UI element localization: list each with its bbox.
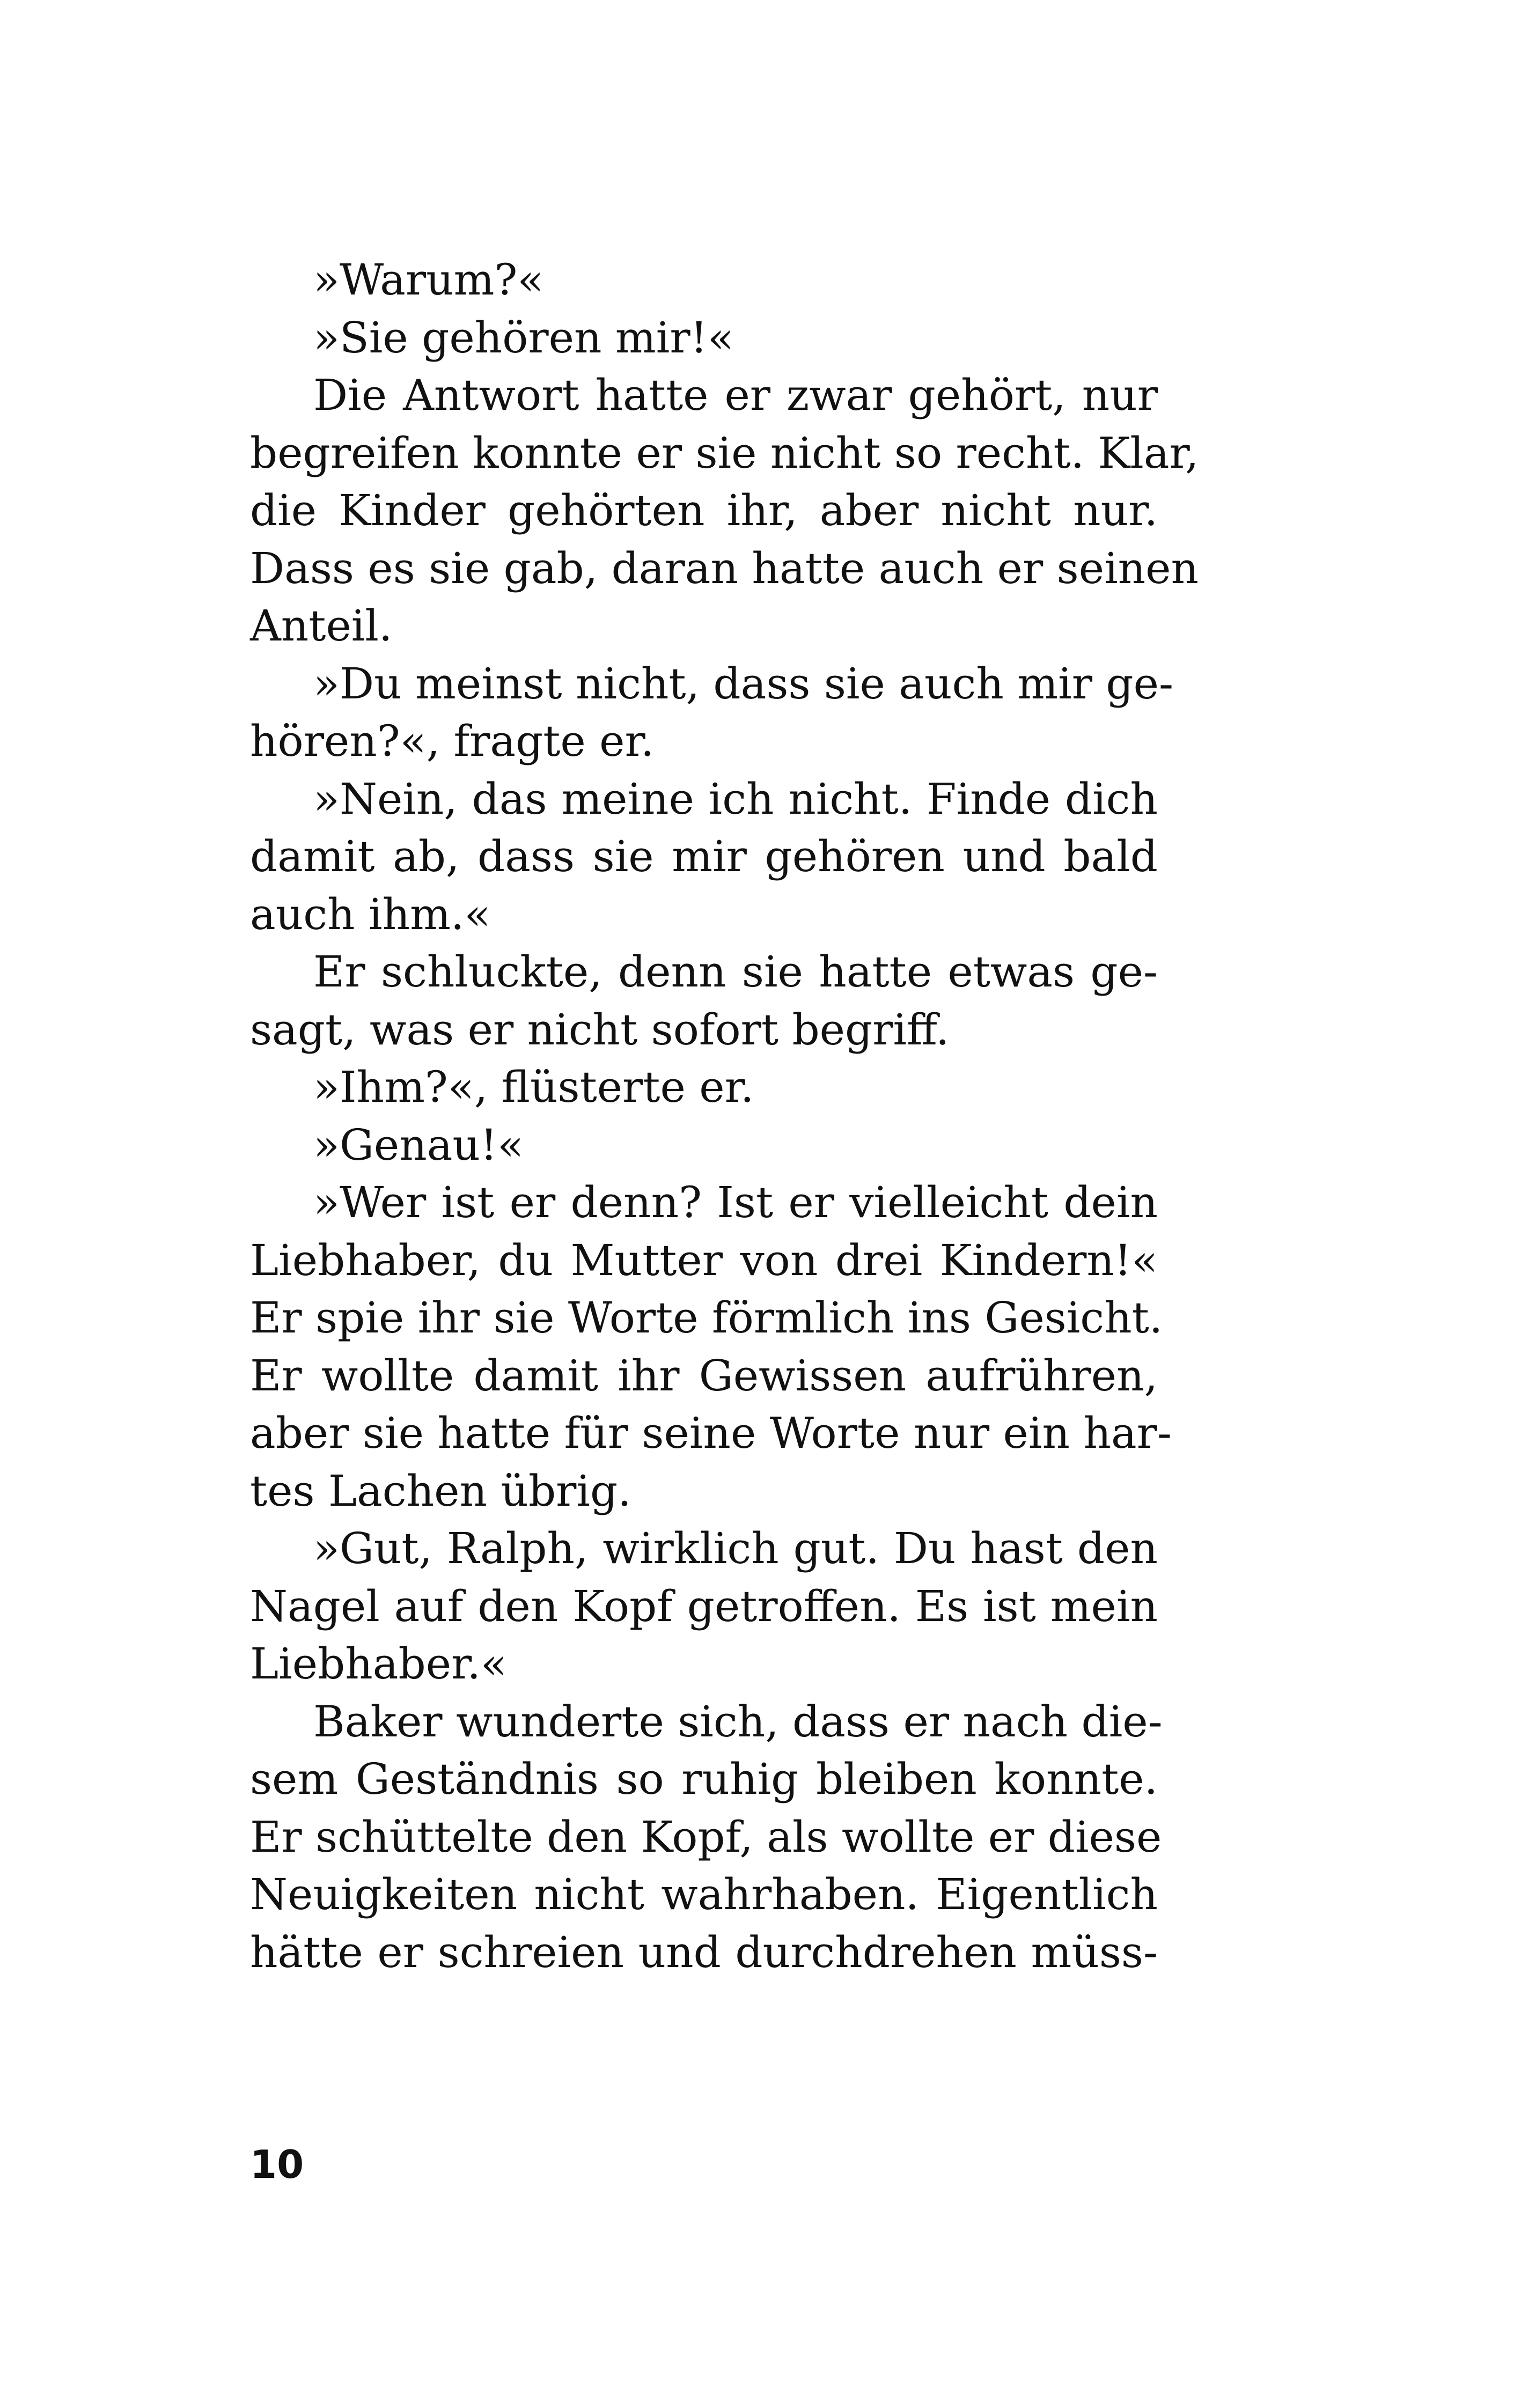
text-line: Er schüttelte den Kopf, als wollte er diese [250,1811,1162,1862]
text-line: begreifen konnte er sie nicht so recht. Klar, [250,428,1199,478]
text-line: »Genau!« [313,1120,524,1170]
text-line: Anteil. [250,601,393,651]
text-line: Die Antwort hatte er zwar gehört, nur [313,370,1158,420]
text-line: »Wer ist er denn? Ist er vielleicht dein [313,1177,1158,1227]
text-line: damit ab, dass sie mir gehören und bald [250,831,1158,881]
text-line: Neuigkeiten nicht wahrhaben. Eigentlich [250,1869,1158,1919]
text-line: Er spie ihr sie Worte förmlich ins Gesicht. [250,1293,1163,1343]
text-line: sagt, was er nicht sofort begriff. [250,1004,950,1055]
text-line: Er schluckte, denn sie hatte etwas ge- [313,947,1158,997]
text-line: auch ihm.« [250,889,491,939]
text-line: »Gut, Ralph, wirklich gut. Du hast den [313,1523,1158,1573]
text-line: Liebhaber.« [250,1639,507,1689]
text-line: Liebhaber, du Mutter von drei Kindern!« [250,1235,1158,1285]
text-line: Er wollte damit ihr Gewissen aufrühren, [250,1350,1158,1401]
text-line: tes Lachen übrig. [250,1466,631,1516]
text-line: hören?«, fragte er. [250,716,655,766]
page-number: 10 [250,2142,304,2187]
text-line: »Warum?« [313,255,544,305]
text-line: Nagel auf den Kopf getroffen. Es ist mein [250,1581,1158,1631]
text-line: »Du meinst nicht, dass sie auch mir ge- [313,658,1173,709]
body-text [250,251,1199,1981]
text-line: »Nein, das meine ich nicht. Finde dich [313,774,1158,824]
text-line: hätte er schreien und durchdrehen müss- [250,1927,1158,1977]
text-line: aber sie hatte für seine Worte nur ein har- [250,1408,1172,1458]
text-line: Baker wunderte sich, dass er nach die- [313,1696,1163,1747]
text-line: die Kinder gehörten ihr, aber nicht nur. [250,485,1158,535]
text-line: »Sie gehören mir!« [313,312,734,363]
text-line: sem Geständnis so ruhig bleiben konnte. [250,1754,1158,1804]
text-line: Dass es sie gab, daran hatte auch er seinen [250,543,1199,593]
text-line: »Ihm?«, flüsterte er. [313,1062,754,1112]
